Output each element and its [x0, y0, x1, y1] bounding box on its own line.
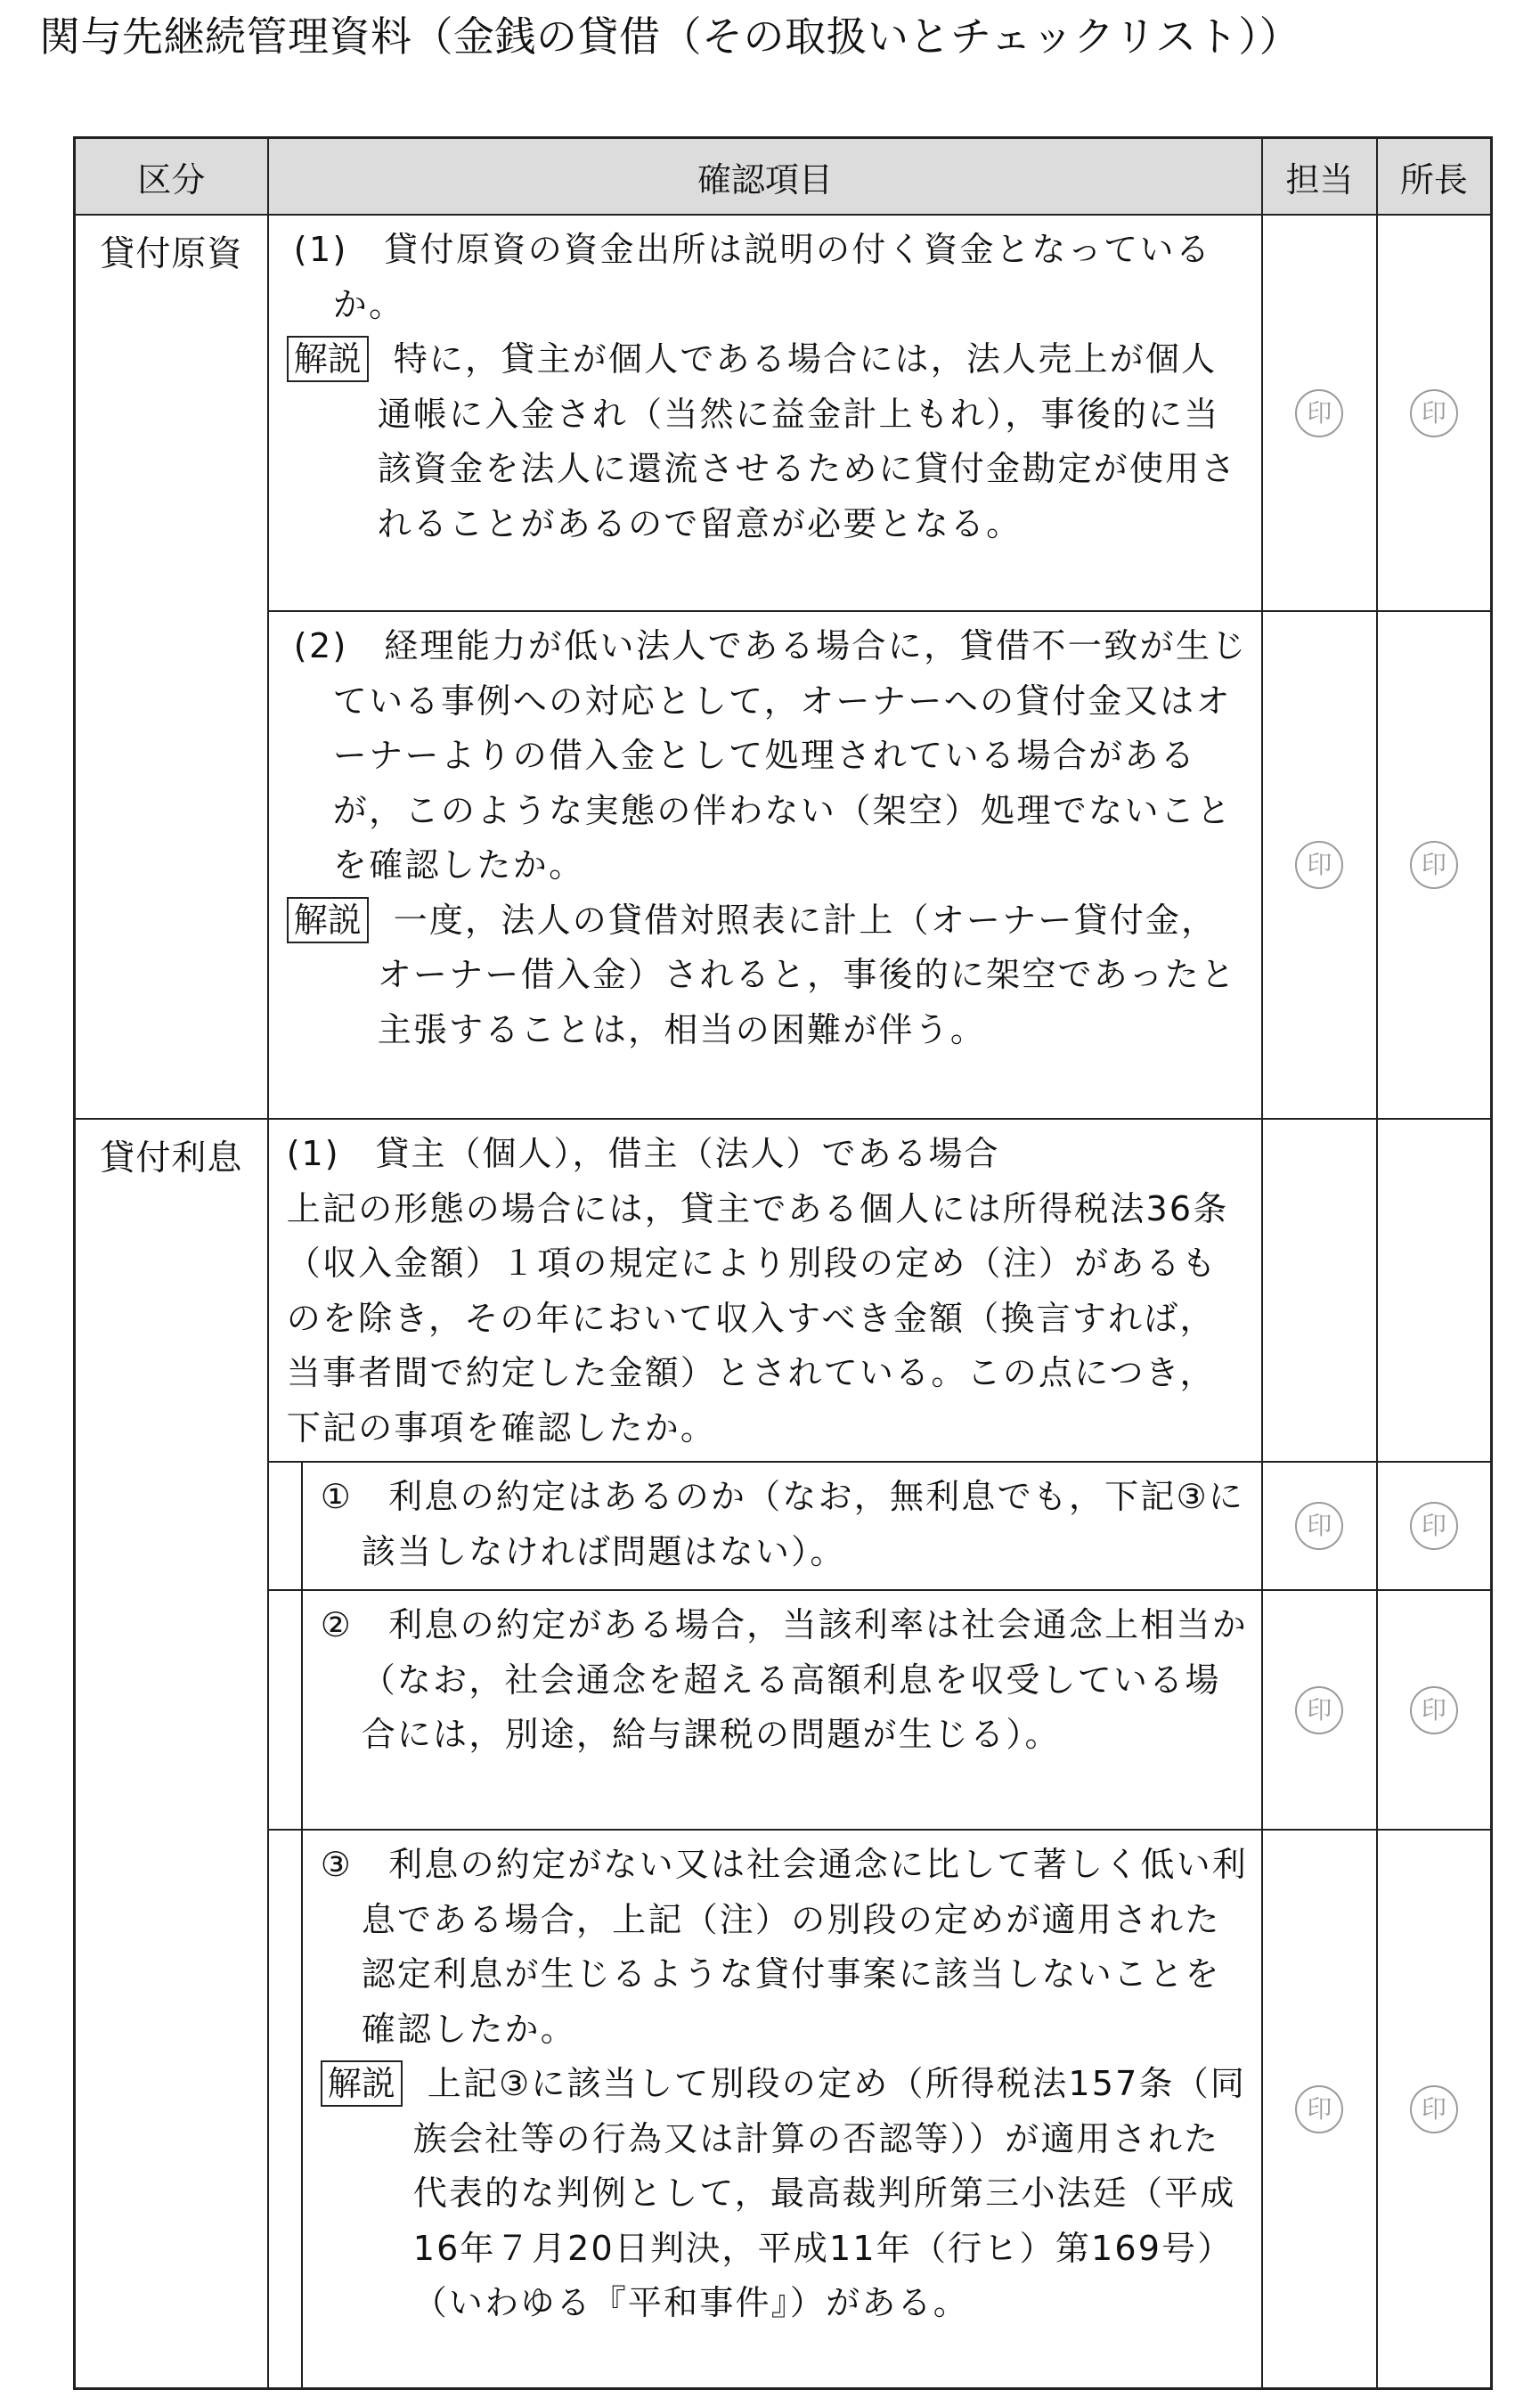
- shocho-stamp-cell[interactable]: [1377, 1462, 1492, 1590]
- table-row: [75, 1462, 1492, 1590]
- table-row: [75, 1119, 1492, 1462]
- seal-icon: 印: [1410, 2085, 1458, 2133]
- tanto-stamp-cell[interactable]: [1262, 215, 1377, 611]
- item-lead: (2) 経理能力が低い法人である場合に，貸借不一致が生じている事例への対応として，オーナーへの貸付金又はオーナーよりの借入金として処理されている場合があるが，このような実態の伴わない（架空）処理でないことを確認したか。: [293, 626, 1248, 885]
- checklist-table: [73, 136, 1493, 2390]
- table-row: [75, 215, 1492, 611]
- division-label: 貸付原資: [75, 215, 268, 1119]
- explanation: [287, 332, 1249, 551]
- header-items: 確認項目: [268, 138, 1262, 216]
- explanation: [321, 2057, 1249, 2331]
- seal-icon: 印: [1410, 1502, 1458, 1550]
- table-row: [75, 611, 1492, 1119]
- shocho-stamp-cell[interactable]: [1377, 1830, 1492, 2389]
- seal-icon: 印: [1410, 1686, 1458, 1734]
- shocho-stamp-cell[interactable]: [1377, 215, 1492, 611]
- kaisetsu-badge: 解説: [287, 897, 369, 943]
- seal-icon: 印: [1295, 1502, 1343, 1550]
- table-row: [75, 1830, 1492, 2389]
- check-item: [268, 611, 1262, 1119]
- shocho-stamp-cell: [1377, 1119, 1492, 1462]
- item-lead: (1) 貸付原資の資金出所は説明の付く資金となっているか。: [293, 230, 1212, 324]
- tanto-stamp-cell[interactable]: [1262, 1590, 1377, 1830]
- seal-icon: 印: [1295, 389, 1343, 437]
- explanation: [287, 893, 1249, 1058]
- subitem-text: ③ 利息の約定がない又は社会通念に比して著しく低い利息である場合，上記（注）の別段の定めが適用された認定利息が生じるような貸付事案に該当しないことを確認したか。: [320, 1845, 1248, 2049]
- division-label: 貸付利息: [75, 1119, 268, 2389]
- check-item: [268, 1119, 1262, 1462]
- item-body: 上記の形態の場合には，貸主である個人には所得税法36条（収入金額）１項の規定により別段の定め（注）があるものを除き，その年において収入すべき金額（換言すれば，当事者間で約定した金額）とされている。この点につき，下記の事項を確認したか。: [286, 1188, 1229, 1448]
- seal-icon: 印: [1295, 1686, 1343, 1734]
- header-division: 区分: [75, 138, 268, 216]
- explanation-text: 一度，法人の貸借対照表に計上（オーナー貸付金，オーナー借入金）されると，事後的に架空であったと主張することは，相当の困難が伴う。: [377, 900, 1237, 1049]
- check-subitem: [268, 1590, 1262, 1830]
- kaisetsu-badge: 解説: [287, 336, 369, 382]
- table-row: [75, 1590, 1492, 1830]
- subitem-text: ① 利息の約定はあるのか（なお，無利息でも，下記③に該当しなければ問題はない）。: [320, 1477, 1245, 1571]
- kaisetsu-badge: 解説: [321, 2060, 403, 2107]
- tanto-stamp-cell[interactable]: [1262, 1462, 1377, 1590]
- check-item: [268, 215, 1262, 611]
- header-shocho: 所長: [1377, 138, 1492, 216]
- tanto-stamp-cell: [1262, 1119, 1377, 1462]
- shocho-stamp-cell[interactable]: [1377, 1590, 1492, 1830]
- explanation-text: 上記③に該当して別段の定め（所得税法157条（同族会社等の行為又は計算の否認等））が適用された代表的な判例として，最高裁判所第三小法廷（平成16年７月20日判決，平成11年（行ヒ）第169号）（いわゆる『平和事件』）がある。: [412, 2064, 1247, 2322]
- subitem-text: ② 利息の約定がある場合，当該利率は社会通念上相当か（なお，社会通念を超える高額利息を収受している場合には，別途，給与課税の問題が生じる）。: [320, 1605, 1248, 1754]
- seal-icon: 印: [1410, 389, 1458, 437]
- item-heading: (1) 貸主（個人），借主（法人）である場合: [286, 1134, 1000, 1173]
- seal-icon: 印: [1295, 841, 1343, 889]
- shocho-stamp-cell[interactable]: [1377, 611, 1492, 1119]
- seal-icon: 印: [1295, 2085, 1343, 2133]
- tanto-stamp-cell[interactable]: [1262, 1830, 1377, 2389]
- explanation-text: 特に，貸主が個人である場合には，法人売上が個人通帳に入金され（当然に益金計上もれ），事後的に当該資金を法人に還流させるために貸付金勘定が使用されることがあるので留意が必要となる。: [377, 339, 1237, 543]
- check-subitem: [268, 1830, 1262, 2389]
- tanto-stamp-cell[interactable]: [1262, 611, 1377, 1119]
- header-row: [75, 138, 1492, 216]
- header-tanto: 担当: [1262, 138, 1377, 216]
- page-title: 関与先継続管理資料（金銭の貸借（その取扱いとチェックリスト））: [39, 12, 1301, 61]
- check-subitem: [268, 1462, 1262, 1590]
- seal-icon: 印: [1410, 841, 1458, 889]
